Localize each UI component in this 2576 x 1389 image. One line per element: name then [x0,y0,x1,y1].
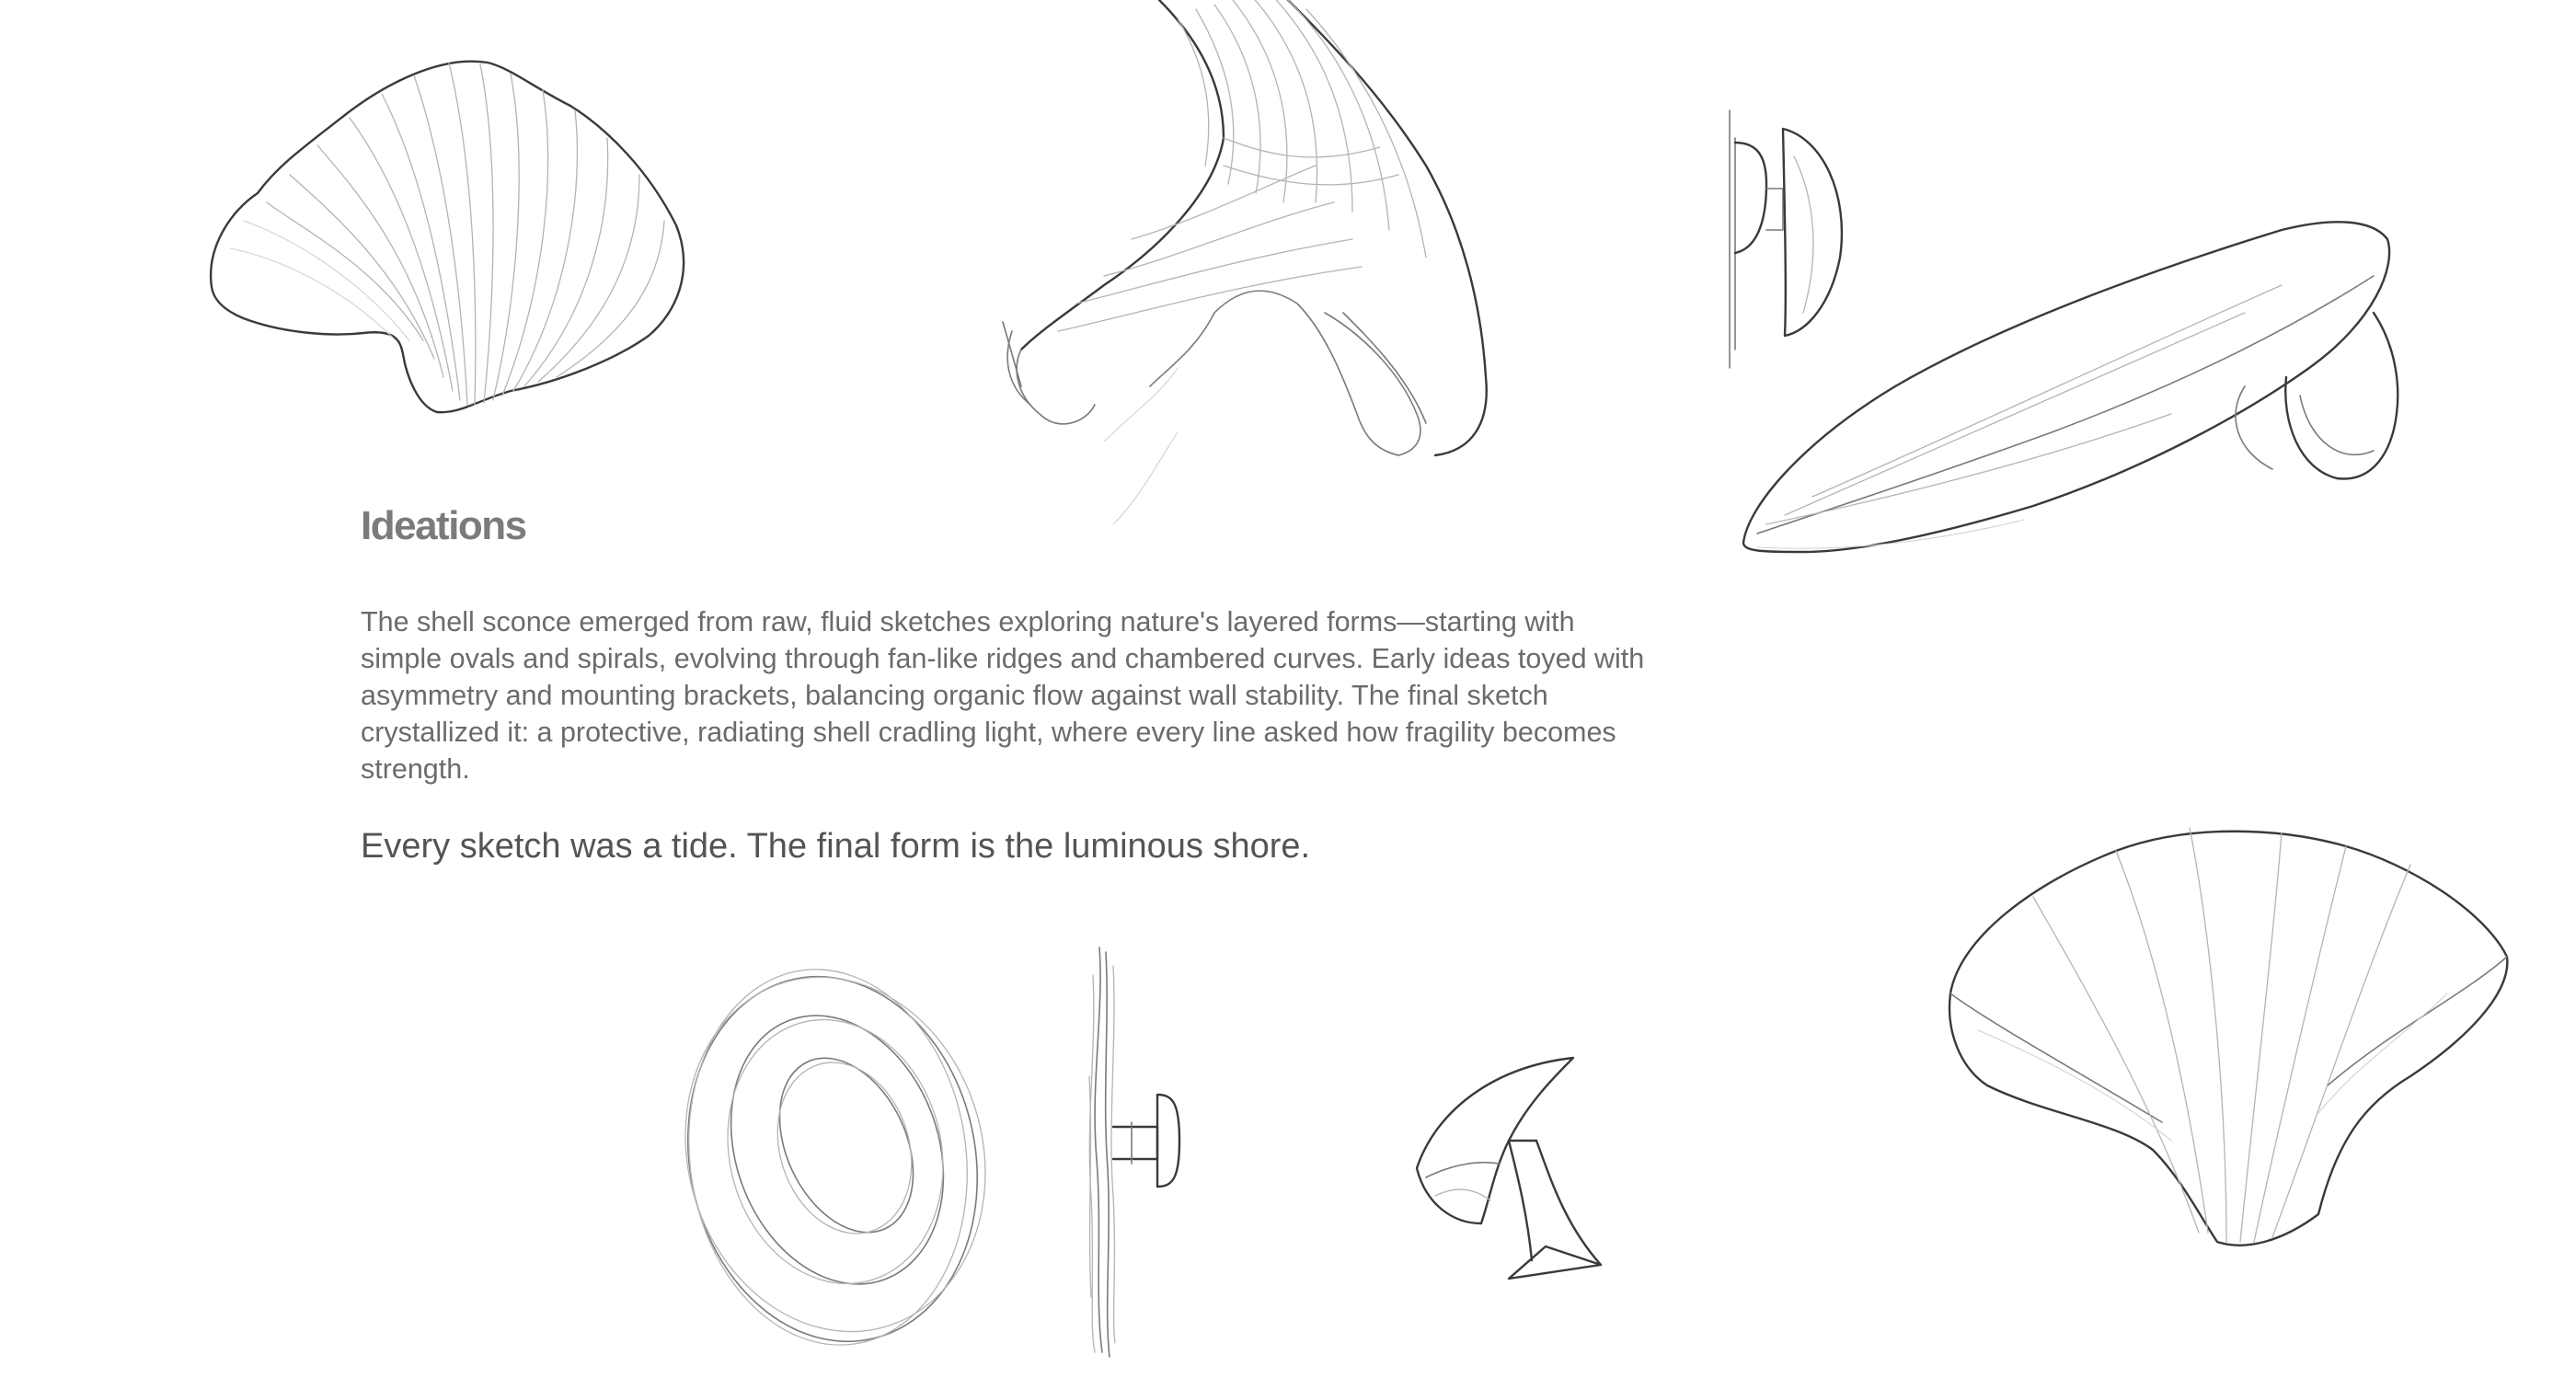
elongated-pod-sketch [1730,202,2484,589]
fan-shell-sketch [193,37,782,460]
thin-profile-sketch [1076,938,1214,1361]
concentric-oval-sketch [672,957,1003,1361]
section-title: Ideations [361,503,526,548]
section-description: The shell sconce emerged from raw, fluid sketches exploring nature's layered forms—starting with simple ovals and spirals, evolving through fan-like ridges and chambered curves. Early ideas toyed with asymmetry and mounting brackets, balancing organic flow against wall stability. The final sketch crystallized it: a protective, radiating shell cradling light, where every line asked how fragility becomes strength. [361,606,1645,786]
hooked-shell-sketch [1398,1039,1610,1297]
flared-bell-sketch [1932,809,2521,1269]
fluted-trumpet-sketch [994,0,1582,552]
section-quote: Every sketch was a tide. The final form is the luminous shore. [361,827,1311,867]
ideations-text-block [361,503,1645,868]
